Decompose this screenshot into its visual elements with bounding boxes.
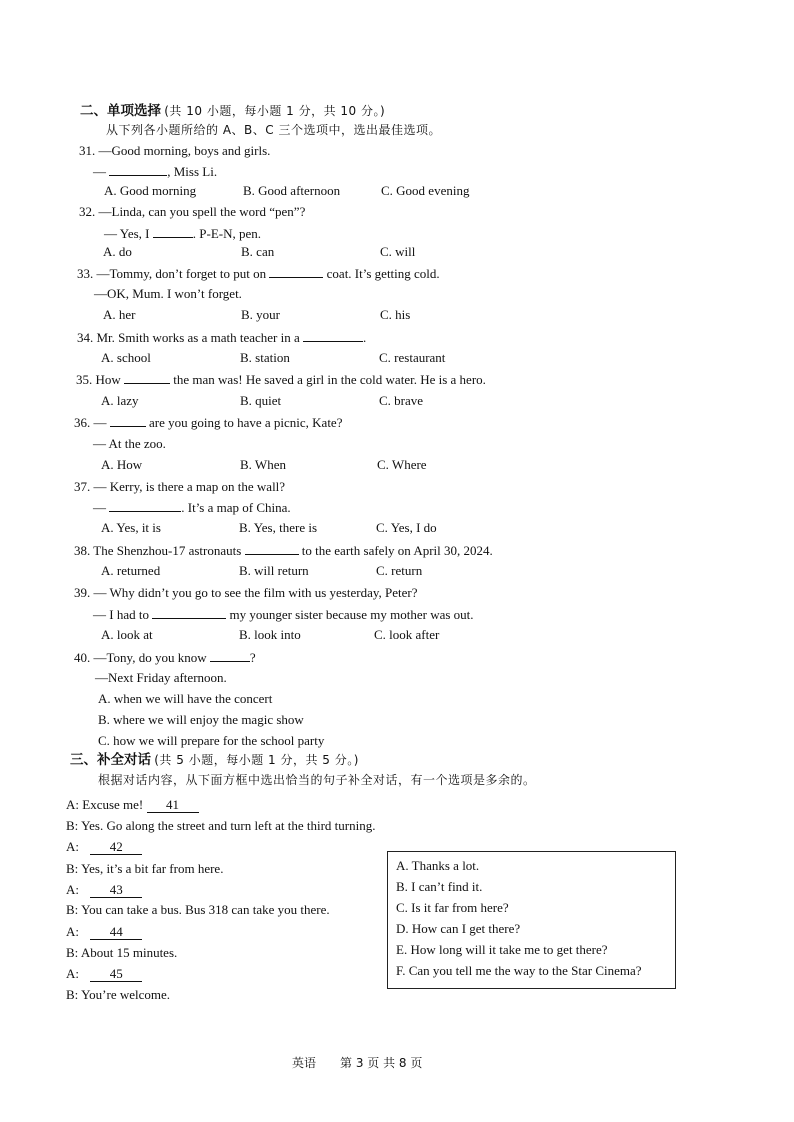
option-b: B. will return xyxy=(239,563,309,578)
box-option-d: D. How can I get there? xyxy=(396,921,521,936)
question-35 xyxy=(76,371,486,388)
box-option-a: A. Thanks a lot. xyxy=(396,858,480,873)
dialogue-line xyxy=(66,924,142,940)
question-32 xyxy=(79,204,305,220)
box-option-f: F. Can you tell me the way to the Star Cinema? xyxy=(396,963,642,978)
option-b: B. where we will enjoy the magic show xyxy=(98,712,304,727)
answer-blank xyxy=(153,225,193,238)
option-c: C. will xyxy=(380,244,416,259)
section-2-title: 二、单项选择 xyxy=(80,103,161,119)
question-38 xyxy=(74,542,493,559)
question-34 xyxy=(77,329,366,346)
option-b: B. Yes, there is xyxy=(239,520,318,535)
option-b: B. your xyxy=(241,307,280,322)
question-number: 31. xyxy=(79,143,96,158)
box-option-b: B. I can’t find it. xyxy=(396,879,483,894)
question-33 xyxy=(77,265,440,282)
answer-blank xyxy=(152,606,226,619)
dialogue-text: Yes, it’s a bit far from here. xyxy=(81,861,224,876)
section-2-note: (共 10 小题，每小题 1 分，共 10 分。) xyxy=(164,104,386,118)
question-number: 36. xyxy=(74,415,91,430)
question-text: —Linda, can you spell the word “pen”? xyxy=(98,204,306,219)
dash: — xyxy=(93,164,106,179)
question-text: How xyxy=(95,372,121,387)
question-40 xyxy=(74,649,256,666)
question-text: —Tony, do you know xyxy=(93,650,207,665)
speaker: B: xyxy=(66,861,79,876)
question-text: the man was! He saved a girl in the cold water. He is a hero. xyxy=(173,372,486,387)
question-number: 39. xyxy=(74,585,91,600)
question-text: my younger sister because my mother was out. xyxy=(229,607,474,622)
dialogue-line xyxy=(66,902,330,918)
answer-blank xyxy=(210,649,250,662)
footer-subject: 英语 xyxy=(292,1056,317,1070)
section-3-title: 三、补全对话 xyxy=(70,752,151,768)
dialogue-text: You’re welcome. xyxy=(81,987,171,1002)
option-c: C. Where xyxy=(377,457,427,472)
answer-blank xyxy=(110,414,146,427)
answer-blank xyxy=(109,499,181,512)
question-text: — Why didn’t you go to see the film with us yesterday, Peter? xyxy=(93,585,418,600)
option-a: A. returned xyxy=(101,563,161,578)
question-text: coat. It’s getting cold. xyxy=(326,266,440,281)
answer-blank-41: 41 xyxy=(147,798,199,813)
speaker: A: xyxy=(66,882,79,897)
section-2-instruction: 从下列各小题所给的 A、B、C 三个选项中，选出最佳选项。 xyxy=(106,123,441,137)
dialogue-line xyxy=(66,861,223,877)
speaker: B: xyxy=(66,902,79,917)
question-text: are you going to have a picnic, Kate? xyxy=(149,415,343,430)
question-number: 32. xyxy=(79,204,96,219)
option-a: A. lazy xyxy=(101,393,139,408)
option-c: C. Good evening xyxy=(381,183,470,198)
options-box xyxy=(387,851,676,989)
question-text: Mr. Smith works as a math teacher in a xyxy=(96,330,300,345)
question-33-line2: —OK, Mum. I won’t forget. xyxy=(94,286,242,301)
option-b: B. Good afternoon xyxy=(243,183,341,198)
option-b: B. look into xyxy=(239,627,301,642)
section-2-heading xyxy=(80,103,385,119)
option-a: A. school xyxy=(101,350,151,365)
question-31-line2 xyxy=(93,163,217,180)
speaker: A: xyxy=(66,924,79,939)
answer-blank-44: 44 xyxy=(90,925,142,940)
question-number: 37. xyxy=(74,479,91,494)
dialogue-text: Excuse me! xyxy=(82,797,144,812)
option-c: C. return xyxy=(376,563,423,578)
answer-blank-42: 42 xyxy=(90,840,142,855)
question-number: 40. xyxy=(74,650,91,665)
question-text: —Tommy, don’t forget to put on xyxy=(96,266,267,281)
box-option-c: C. Is it far from here? xyxy=(396,900,509,915)
dialogue-line xyxy=(66,882,142,898)
question-36 xyxy=(74,414,342,431)
dialogue-line xyxy=(66,818,375,834)
option-c: C. brave xyxy=(379,393,424,408)
dialogue-text: Yes. Go along the street and turn left at the third turning. xyxy=(81,818,376,833)
question-text: —Good morning, boys and girls. xyxy=(98,143,271,158)
option-a: A. How xyxy=(101,457,143,472)
question-text: — I had to xyxy=(93,607,149,622)
question-number: 33. xyxy=(77,266,94,281)
option-a: A. her xyxy=(103,307,136,322)
dialogue-line xyxy=(66,797,199,813)
option-c: C. restaurant xyxy=(379,350,446,365)
question-40-line2: —Next Friday afternoon. xyxy=(95,670,227,685)
question-number: 38. xyxy=(74,543,91,558)
answer-blank xyxy=(269,265,323,278)
dash: — xyxy=(93,500,106,515)
answer-blank xyxy=(303,329,363,342)
box-option-e: E. How long will it take me to get there? xyxy=(396,942,608,957)
option-b: B. When xyxy=(240,457,286,472)
question-37 xyxy=(74,479,285,495)
question-text: to the earth safely on April 30, 2024. xyxy=(301,543,493,558)
option-c: C. look after xyxy=(374,627,440,642)
answer-blank-45: 45 xyxy=(90,967,142,982)
section-3-instruction: 根据对话内容，从下面方框中选出恰当的句子补全对话，有一个选项是多余的。 xyxy=(98,773,536,787)
question-text: — Kerry, is there a map on the wall? xyxy=(93,479,286,494)
dialogue-line xyxy=(66,839,142,855)
question-text: . It’s a map of China. xyxy=(181,500,291,515)
option-a: A. do xyxy=(103,244,132,259)
question-text: . xyxy=(363,330,367,345)
speaker: B: xyxy=(66,818,79,833)
question-number: 35. xyxy=(76,372,93,387)
question-text: ? xyxy=(249,650,256,665)
question-text: . P-E-N, pen. xyxy=(192,226,262,241)
option-c: C. how we will prepare for the school party xyxy=(98,733,325,748)
answer-blank xyxy=(245,542,299,555)
option-a: A. Yes, it is xyxy=(101,520,161,535)
dash: — xyxy=(93,415,107,430)
option-b: B. station xyxy=(240,350,290,365)
option-c: C. Yes, I do xyxy=(376,520,437,535)
option-b: B. can xyxy=(241,244,275,259)
dialogue-text: About 15 minutes. xyxy=(80,945,178,960)
option-b: B. quiet xyxy=(240,393,282,408)
speaker: B: xyxy=(66,987,79,1002)
question-36-line2: — At the zoo. xyxy=(93,436,166,451)
question-text: The Shenzhou-17 astronauts xyxy=(93,543,242,558)
question-text: , Miss Li. xyxy=(167,164,218,179)
option-a: A. when we will have the concert xyxy=(98,691,273,706)
question-text: — Yes, I xyxy=(104,226,150,241)
speaker: A: xyxy=(66,797,79,812)
footer-page-number: 第 3 页 共 8 页 xyxy=(340,1056,423,1070)
section-3-note: (共 5 小题，每小题 1 分，共 5 分。) xyxy=(154,753,359,767)
question-32-line2 xyxy=(104,225,261,242)
answer-blank-43: 43 xyxy=(90,883,142,898)
speaker: A: xyxy=(66,966,79,981)
dialogue-line xyxy=(66,945,177,961)
speaker: A: xyxy=(66,839,79,854)
question-number: 34. xyxy=(77,330,94,345)
option-a: A. Good morning xyxy=(104,183,197,198)
speaker: B: xyxy=(66,945,79,960)
dialogue-text: You can take a bus. Bus 318 can take you there. xyxy=(81,902,330,917)
answer-blank xyxy=(109,163,167,176)
section-3-heading xyxy=(70,752,359,768)
question-39 xyxy=(74,585,417,601)
option-a: A. look at xyxy=(101,627,153,642)
question-39-line2 xyxy=(93,606,474,623)
dialogue-line xyxy=(66,966,142,982)
question-31 xyxy=(79,143,270,159)
answer-blank xyxy=(124,371,170,384)
question-37-line2 xyxy=(93,499,291,516)
option-c: C. his xyxy=(380,307,411,322)
dialogue-line xyxy=(66,987,170,1003)
